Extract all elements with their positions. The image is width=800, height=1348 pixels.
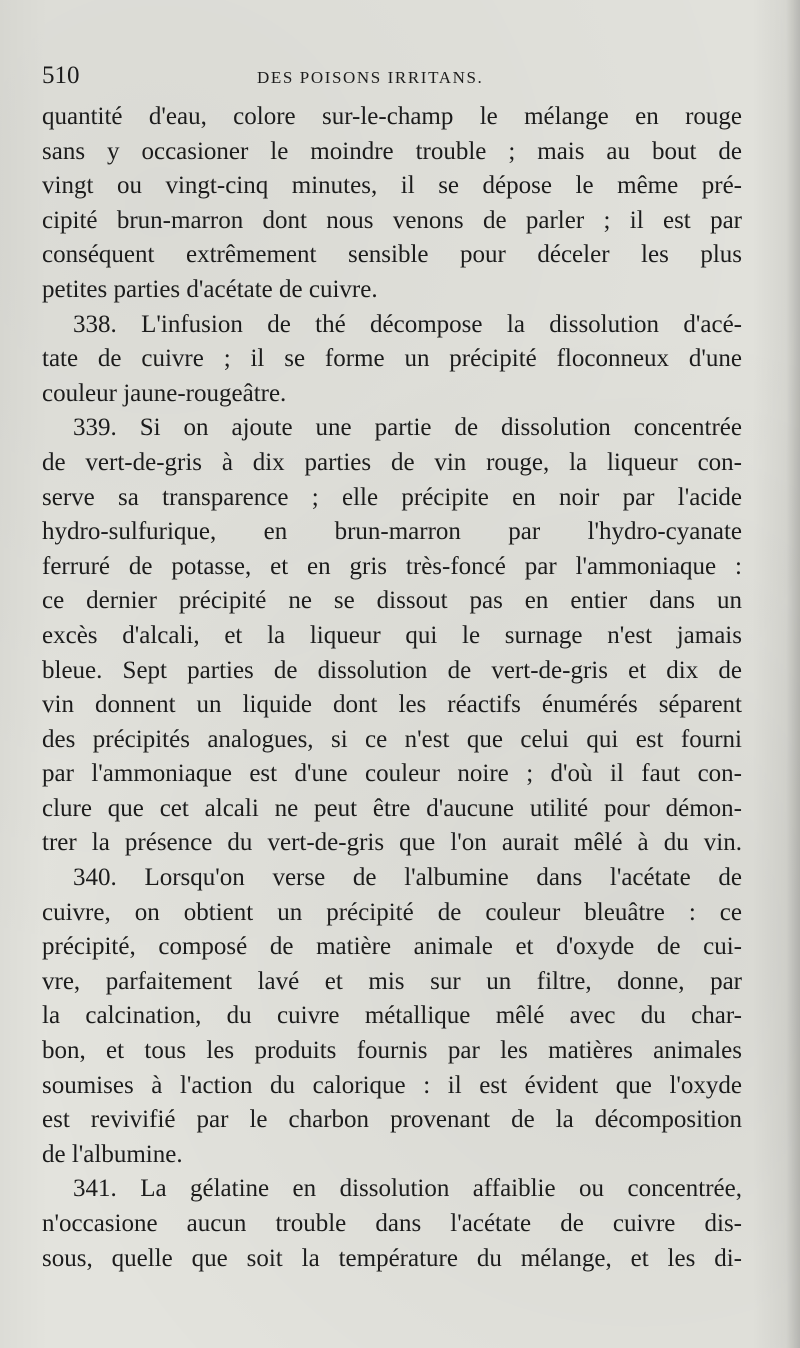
text-line: soumises à l'action du calorique : il est évident que l'oxyde	[42, 1071, 742, 1099]
text-line: excès d'alcali, et la liqueur qui le surnage n'est jamais	[42, 621, 742, 649]
text-line: vin donnent un liquide dont les réactifs énumérés séparent	[42, 691, 742, 719]
text-line: vingt ou vingt-cinq minutes, il se dépose le même pré-	[42, 172, 742, 200]
body-text	[42, 100, 742, 1276]
text-line: par l'ammoniaque est d'une couleur noire ; d'où il faut con-	[42, 760, 742, 788]
text-line: de l'albumine.	[42, 1140, 183, 1168]
paragraph-338-start: 338. L'infusion de thé décompose la dissolution d'acé-	[73, 310, 742, 338]
text-line: sans y occasioner le moindre trouble ; mais au bout de	[42, 137, 742, 165]
paragraph-339-start: 339. Si on ajoute une partie de dissolution concentrée	[73, 414, 742, 442]
text-line: serve sa transparence ; elle précipite en noir par l'acide	[42, 483, 742, 511]
text-line: couleur jaune-rougeâtre.	[42, 379, 287, 407]
text-line: bon, et tous les produits fournis par les matières animales	[42, 1037, 742, 1065]
text-line: la calcination, du cuivre métallique mêlé avec du char-	[42, 1002, 742, 1030]
text-line: ferruré de potasse, et en gris très-foncé par l'ammoniaque :	[42, 552, 742, 580]
text-line: vre, parfaitement lavé et mis sur un filtre, donne, par	[42, 967, 742, 995]
text-line: tate de cuivre ; il se forme un précipité floconneux d'une	[42, 345, 742, 373]
text-line: ce dernier précipité ne se dissout pas en entier dans un	[42, 587, 742, 615]
text-line: des précipités analogues, si ce n'est que celui qui est fourni	[42, 725, 742, 753]
text-line: petites parties d'acétate de cuivre.	[42, 275, 378, 303]
page-number: 510	[42, 62, 80, 89]
text-line: cipité brun-marron dont nous venons de parler ; il est par	[42, 206, 742, 234]
text-line: hydro-sulfurique, en brun-marron par l'hydro-cyanate	[42, 518, 742, 546]
page-edge-shadow	[786, 0, 800, 1348]
text-line: est revivifié par le charbon provenant de la décomposition	[42, 1106, 742, 1134]
text-line: n'occasione aucun trouble dans l'acétate de cuivre dis-	[42, 1210, 742, 1237]
page-header	[42, 62, 742, 96]
running-head: DES POISONS IRRITANS.	[257, 68, 484, 87]
text-line: clure que cet alcali ne peut être d'aucune utilité pour démon-	[42, 794, 742, 822]
paragraph-341-start: 341. La gélatine en dissolution affaiblie ou concentrée,	[73, 1175, 742, 1203]
text-line: précipité, composé de matière animale et d'oxyde de cui-	[42, 933, 742, 961]
text-line: de vert-de-gris à dix parties de vin rouge, la liqueur con-	[42, 448, 742, 476]
text-line: bleue. Sept parties de dissolution de vert-de-gris et dix de	[42, 656, 742, 684]
paragraph-340-start: 340. Lorsqu'on verse de l'albumine dans l'acétate de	[73, 864, 742, 892]
text-line: trer la présence du vert-de-gris que l'on aurait mêlé à du vin.	[42, 829, 742, 857]
text-line: conséquent extrêmement sensible pour déceler les plus	[42, 241, 742, 269]
text-line: quantité d'eau, colore sur-le-champ le mélange en rouge	[42, 103, 742, 130]
text-line: sous, quelle que soit la température du mélange, et les di-	[42, 1244, 742, 1272]
text-line: cuivre, on obtient un précipité de couleur bleuâtre : ce	[42, 898, 742, 926]
